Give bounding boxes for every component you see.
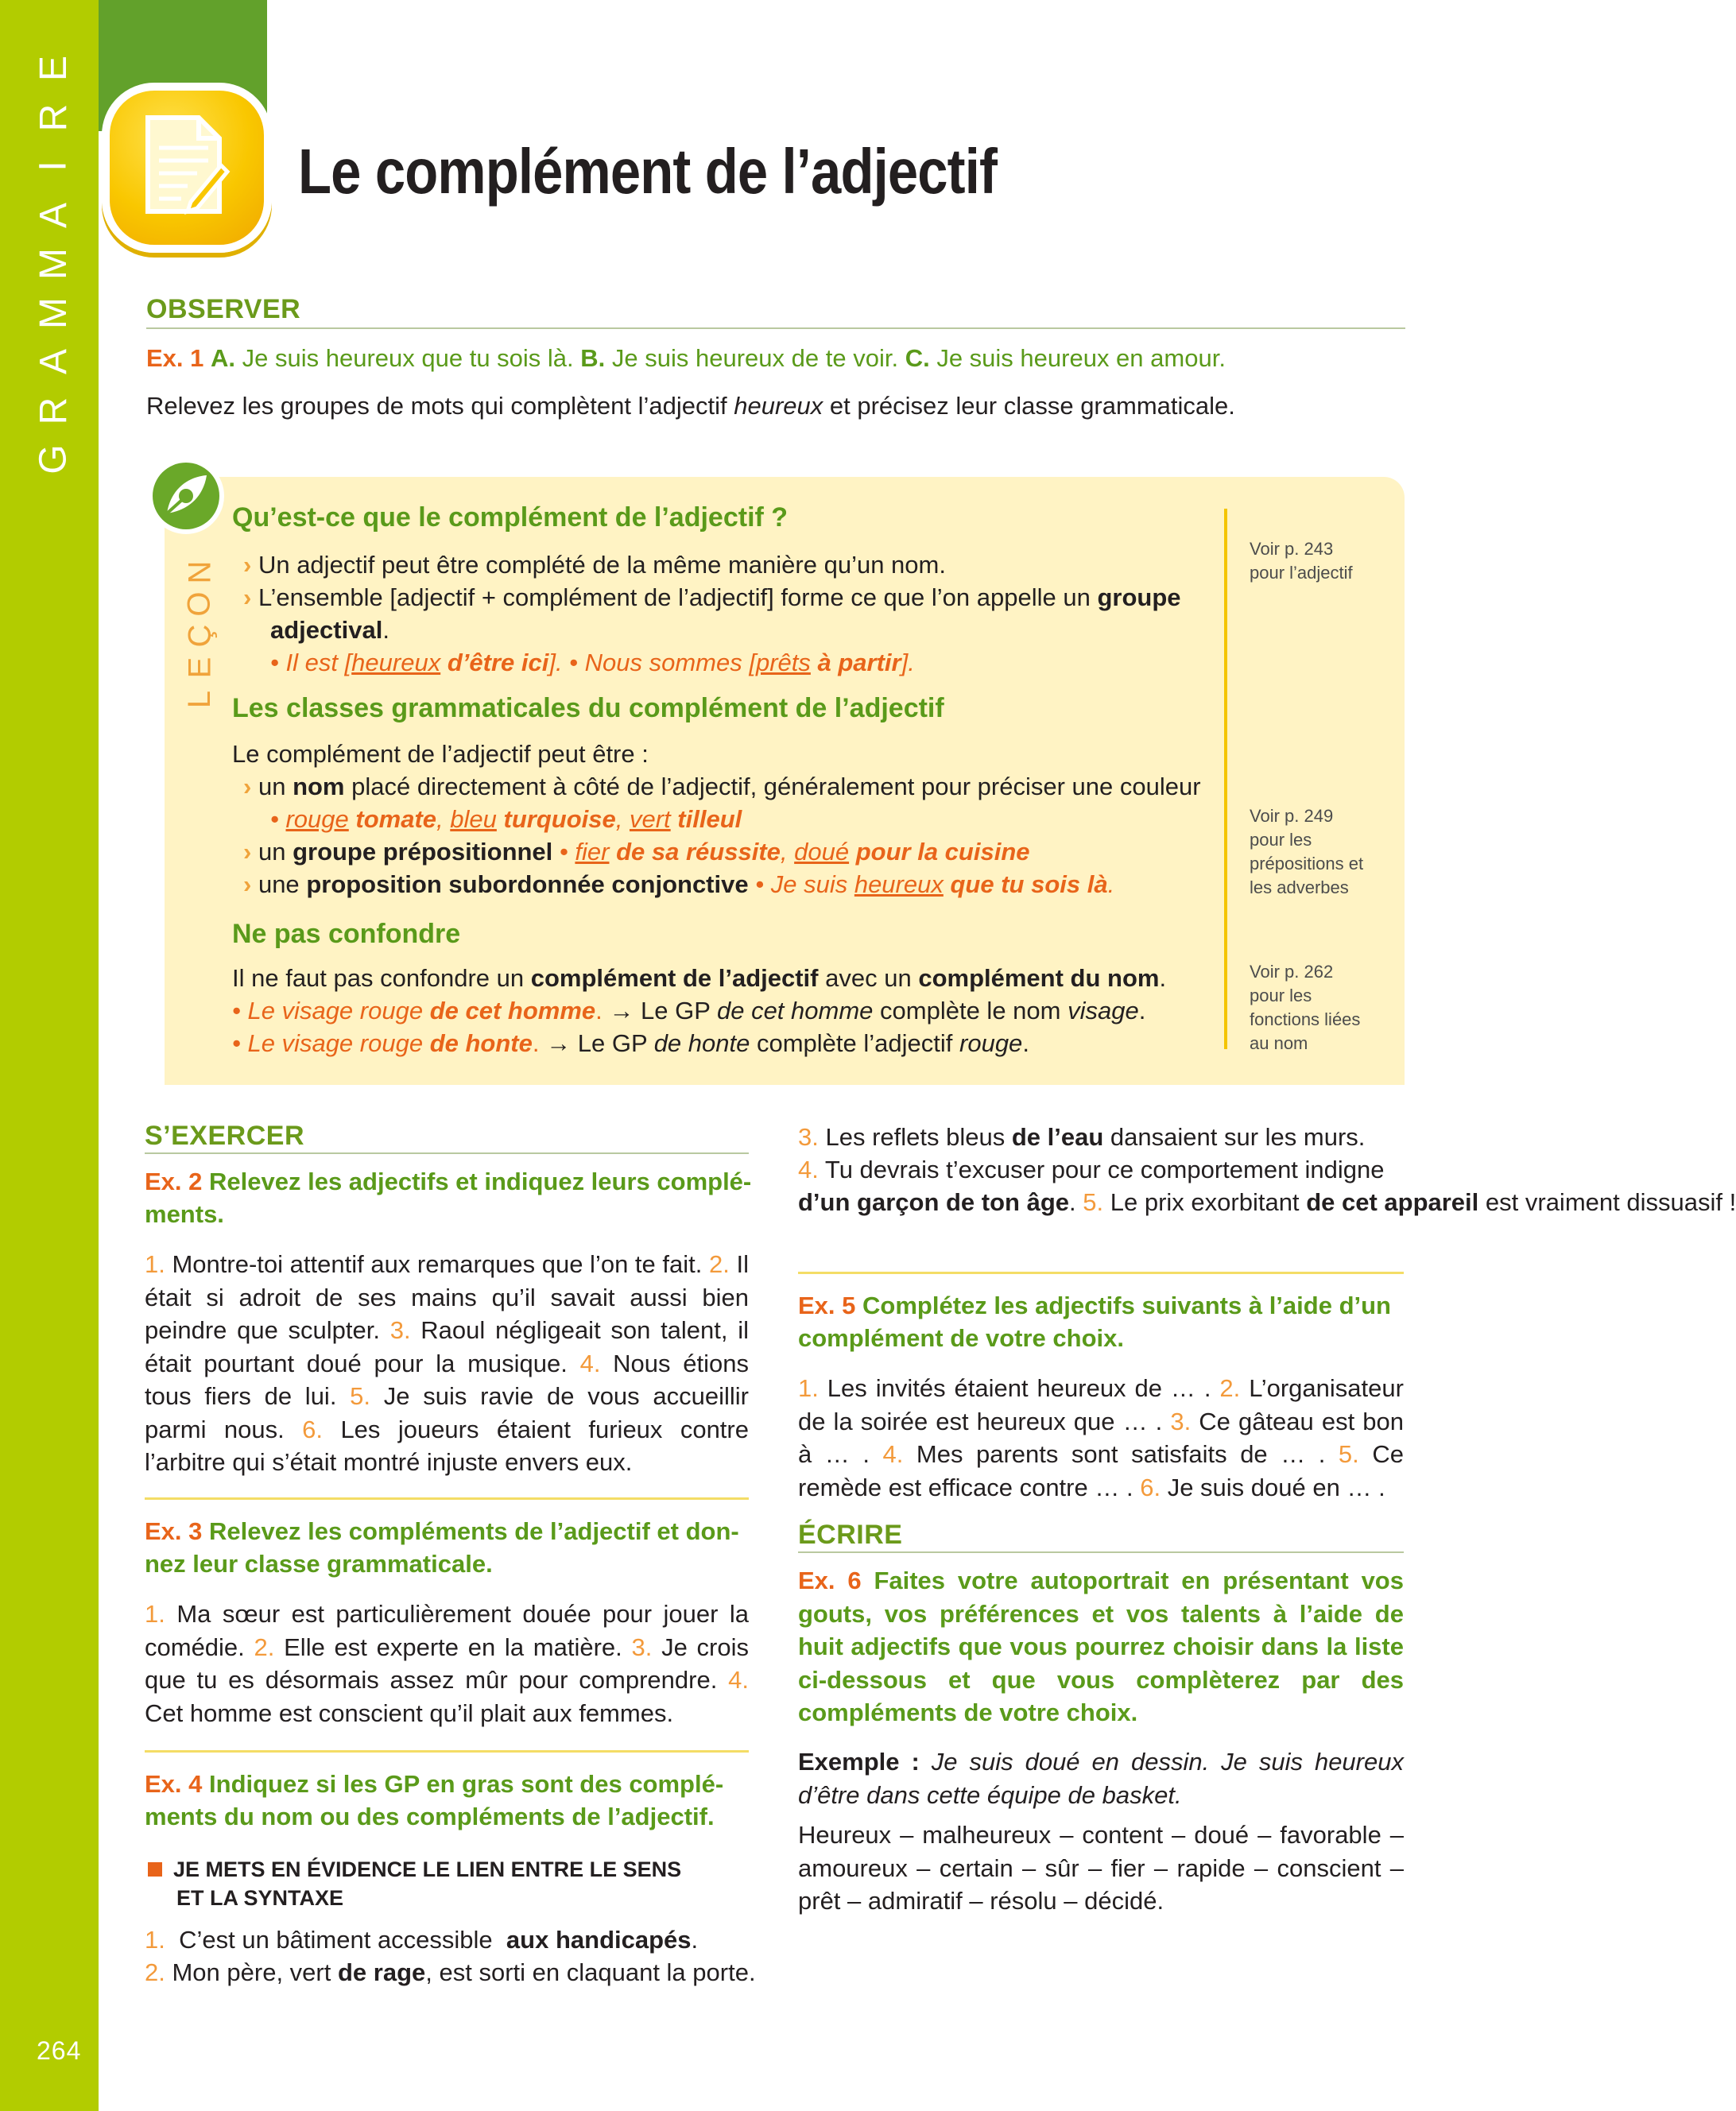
ex4-subtitle-2: ET LA SYNTAXE [176,1886,344,1910]
lesson-class-gp: › un groupe prépositionnel • fier de sa réussite, doué pour la cuisine [243,838,1030,866]
exercer-heading: S’EXERCER [145,1121,304,1151]
ex3-title-end: nez leur classe grammaticale. [145,1550,493,1578]
observer-heading: OBSERVER [146,294,301,324]
lesson-class-subordinate: › une proposition subordonnée conjonctive • Je suis heureux que tu sois là. [243,870,1115,898]
ex4-item-4-end: d’un garçon de ton âge. 5. Le prix exorbitant de cet appareil est vraiment dissuasif ! [798,1188,1736,1216]
ex2-body: 1. Montre-toi attentif aux remarques que l’on te fait. 2. Il était si adroit de ses mains qu’il savait aussi bien peindre que sculpter. 3. Raoul négligeait son talent, il était pourtant doué pour la musique. 4. Nous étions tous fiers de lui. 5. Je suis ravie de vous accueillir parmi nous. 6. Les joueurs étaient furieux contre l’arbitre qui s’était montré injuste envers eux. [145,1250,749,1476]
ex5-title-end: complément de votre choix. [798,1324,1124,1352]
square-bullet-icon [148,1862,162,1877]
ex4-item-3: 3. Les reflets bleus de l’eau dansaient sur les murs. [798,1123,1366,1151]
lesson-class-noun: › un nom placé directement à côté de l’adjectif, généralement pour préciser une couleur [243,773,1201,800]
lesson-point-2-end: adjectival. [270,616,389,644]
ex1-line: Ex. 1 A. Je suis heureux que tu sois là. B. Je suis heureux de te voir. C. Je suis heureux en amour. [146,344,1226,372]
lesson-divider [1224,509,1227,1049]
page-title: Le complément de l’adjectif [298,136,998,207]
ex4-item-1: 1. C’est un bâtiment accessible aux handicapés. [145,1926,699,1954]
lesson-label: N O Ç E L [181,560,217,709]
section-label-grammaire: E R I A M M A R G [32,55,75,474]
ecrire-heading: ÉCRIRE [798,1520,903,1550]
ex5-body: 1. Les invités étaient heureux de … . 2. L’organisateur de la soirée est heureux que … . 3. Ce gâteau est bon à … . 4. Mes parents sont satisfaits de … . 5. Ce remède est efficace contre … . 6. Je suis doué en … . [798,1374,1404,1501]
ex4-item-4: 4. Tu devrais t’excuser pour ce comportement indigne [798,1156,1385,1183]
lesson-confusion-rule: Il ne faut pas confondre un complément de l’adjectif avec un complément du nom. [232,964,1167,992]
page-number: 264 [37,2036,82,2065]
lesson-example-1: • Il est [heureux d’être ici]. • Nous sommes [prêts à partir]. [270,649,915,676]
lesson-point-1: › Un adjectif peut être complété de la même manière qu’un nom. [243,551,946,579]
ex4-subtitle: JE METS EN ÉVIDENCE LE LIEN ENTRE LE SENS [148,1855,681,1884]
ex2-divider [145,1497,749,1500]
ex6-title: Ex. 6 Faites votre autoportrait en présentant vos gouts, vos préférences et vos talents à l’aide de huit adjectifs que vous pourrez choisir dans la liste ci-dessous et que vous complèterez par des compléments de votre choix. [798,1567,1404,1726]
side-note-prepositions: Voir p. 249 pour les prépositions et les adverbes [1250,806,1364,897]
lesson-question-1: Qu’est-ce que le complément de l’adjectif ? [232,502,789,533]
leaf-pen-icon [148,458,224,534]
observer-rule [146,327,1405,329]
ex3-divider [145,1750,749,1753]
ex3-body: 1. Ma sœur est particulièrement douée pour jouer la comédie. 2. Elle est experte en la matière. 3. Je crois que tu es désormais assez mûr pour comprendre. 4. Cet homme est conscient qu’il plait aux femmes. [145,1600,750,1727]
lesson-class-noun-example: • rouge tomate, bleu turquoise, vert tilleul [270,805,742,833]
lesson-confusion-ex-1: • Le visage rouge de cet homme. → Le GP de cet homme complète le nom visage. [232,997,1146,1025]
lesson-confusion-ex-2: • Le visage rouge de honte. → Le GP de honte complète l’adjectif rouge. [232,1029,1029,1057]
side-note-adjectif: Voir p. 243 pour l’adjectif [1250,539,1353,583]
ex2-title-end: ments. [145,1200,224,1228]
ex1-instruction: Relevez les groupes de mots qui complètent l’adjectif heureux et précisez leur classe grammaticale. [146,392,1235,420]
lesson-point-2: › L’ensemble [adjectif + complément de l’adjectif] forme ce que l’on appelle un groupe [243,583,1181,611]
ex4-title: Ex. 4 Indiquez si les GP en gras sont des complé- [145,1770,724,1798]
ecrire-rule [798,1551,1404,1553]
ex5-title: Ex. 5 Complétez les adjectifs suivants à l’aide d’un [798,1292,1391,1319]
ex6-word-list: Heureux – malheureux – content – doué – favorable – amoureux – certain – sûr – fier – rapide – conscient – prêt – admiratif – résolu – décidé. [798,1821,1404,1915]
side-note-nom: Voir p. 262 pour les fonctions liées au nom [1250,962,1361,1053]
exercer-rule [145,1152,749,1154]
ex4-divider [798,1272,1404,1274]
document-pencil-icon [102,83,272,253]
ex1-number: Ex. 1 [146,344,204,372]
ex3-title: Ex. 3 Relevez les compléments de l’adjectif et don- [145,1517,739,1545]
ex4-title-end: ments du nom ou des compléments de l’adjectif. [145,1803,715,1830]
lesson-intro-classes: Le complément de l’adjectif peut être : [232,740,649,768]
lesson-question-2: Les classes grammaticales du complément de l’adjectif [232,693,944,723]
ex6-example: Exemple : Je suis doué en dessin. Je suis heureux d’être dans cette équipe de basket. [798,1748,1404,1809]
lesson-question-3: Ne pas confondre [232,919,461,949]
ex4-item-2: 2. Mon père, vert de rage, est sorti en claquant la porte. [145,1958,756,1986]
ex2-title: Ex. 2 Relevez les adjectifs et indiquez leurs complé- [145,1168,752,1195]
